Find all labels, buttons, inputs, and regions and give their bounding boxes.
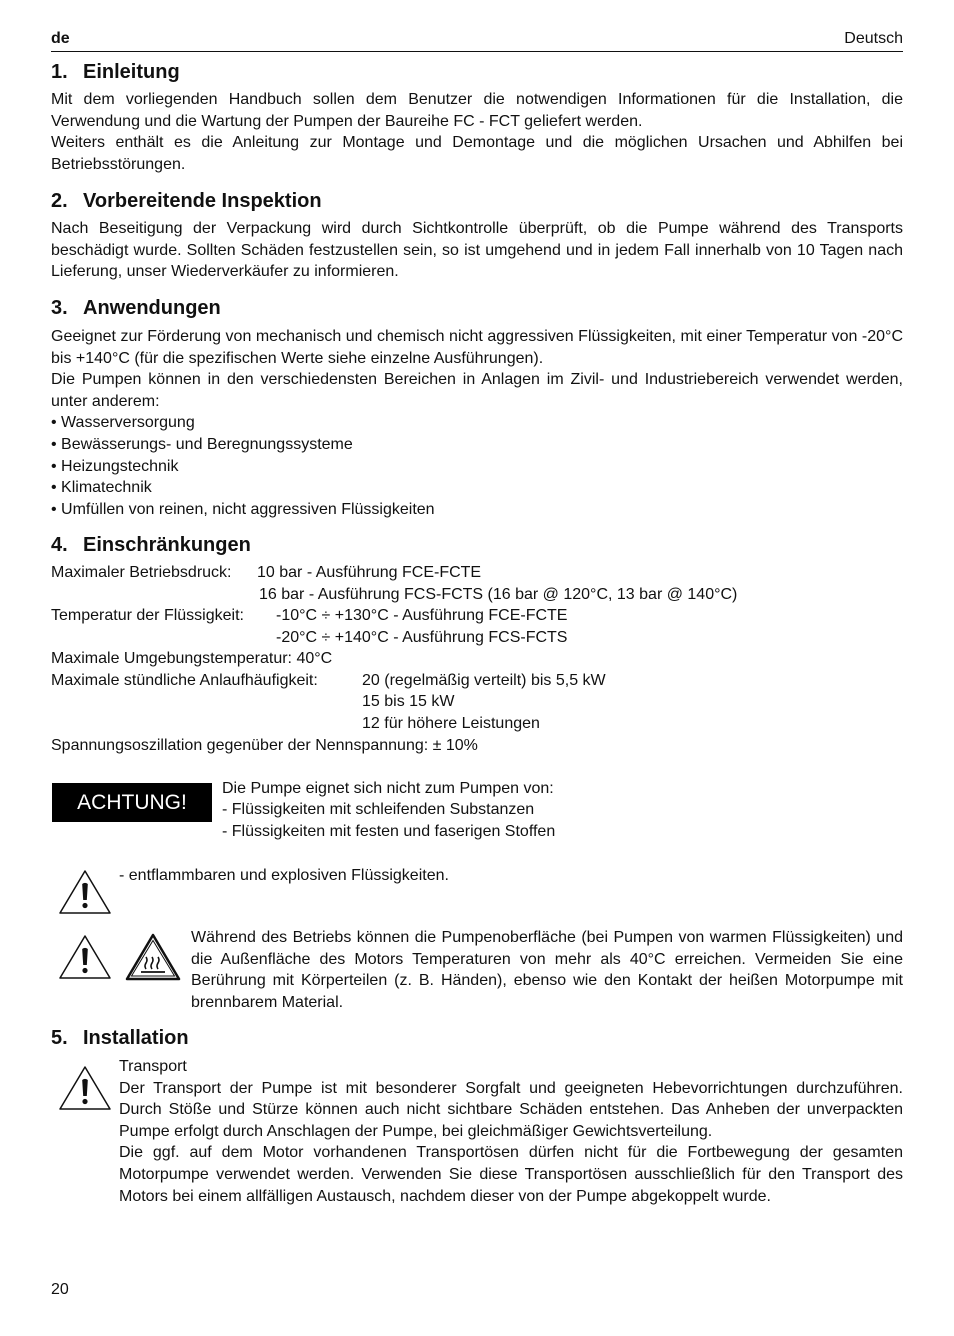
section-2-body: [51, 218, 903, 283]
achtung-line-1: Die Pumpe eignet sich nicht zum Pumpen von:: [222, 780, 554, 797]
section-3-number: 3.: [51, 297, 68, 319]
page-number: 20: [51, 1281, 69, 1298]
section-1-title: Einleitung: [83, 61, 180, 83]
warning-1-text: - entflammbaren und explosiven Flüssigkeiten.: [119, 867, 449, 884]
warning-triangle-icon: [57, 933, 113, 981]
section-5-para-1: Der Transport der Pumpe ist mit besonderer Sorgfalt und geeigneten Hebevorrichtungen durchzuführen. Durch Stöße und Stürze können auch nicht sichtbare Schäden entstehen. Das Anheben der unverpackten Pumpe erfolgt durch Anschlagen der Pumpe, bei gleichmäßiger Gewichtsverteilung.: [119, 1079, 903, 1140]
achtung-line-2: - Flüssigkeiten mit schleifenden Substanzen: [222, 801, 535, 818]
pressure-value-1: 10 bar - Ausführung FCE-FCTE: [257, 564, 482, 581]
section-4-number: 4.: [51, 534, 68, 556]
header-rule: [51, 51, 903, 52]
hot-surface-icon: [125, 933, 181, 981]
section-2-title: Vorbereitende Inspektion: [83, 190, 322, 212]
section-5-heading: [51, 1027, 189, 1050]
applications-list: [51, 412, 903, 520]
section-5-subheading: Transport: [119, 1058, 187, 1075]
section-4-heading: [51, 534, 251, 557]
starts-value-3: 12 für höhere Leistungen: [362, 715, 540, 732]
section-3-heading: [51, 297, 221, 320]
temp-label: Temperatur der Flüssigkeit:: [51, 607, 244, 624]
ambient-temp: Maximale Umgebungstemperatur: 40°C: [51, 650, 333, 667]
section-3-title: Anwendungen: [83, 297, 221, 319]
starts-label: Maximale stündliche Anlaufhäufigkeit:: [51, 672, 318, 689]
achtung-badge: ACHTUNG!: [52, 783, 212, 822]
section-2-para: Nach Beseitigung der Verpackung wird durch Sichtkontrolle überprüft, ob die Pumpe während des Transports beschädigt wurde. Sollten Schäden festzustellen sein, so ist umgehend und in jedem Fall innerhalb von 10 Tagen nach Lieferung, unser Wiederverkäufer zu informieren.: [51, 220, 903, 281]
warning-2-text: Während des Betriebs können die Pumpenoberfläche (bei Pumpen von warmen Flüssigkeiten) und die Außenfläche des Motors Temperaturen von mehr als 40°C erreichen. Vermeiden Sie eine Berührung mit Körperteilen (z. B. Händen), ebenso wie den Kontakt der heißen Motorpumpe mit brennbarem Material.: [191, 929, 903, 1011]
warning-triangle-icon: [57, 868, 113, 916]
achtung-line-3: - Flüssigkeiten mit festen und faserigen Stoffen: [222, 823, 556, 840]
pressure-label: Maximaler Betriebsdruck:: [51, 564, 232, 581]
warning-2-body: [191, 927, 903, 1013]
starts-value-1: 20 (regelmäßig verteilt) bis 5,5 kW: [362, 672, 606, 689]
section-4-title: Einschränkungen: [83, 534, 251, 556]
section-3-para-2: Die Pumpen können in den verschiedensten Bereichen in Anlagen im Zivil- und Industriebereich verwendet werden, unter anderem:: [51, 371, 903, 410]
list-item: • Klimatechnik: [51, 477, 903, 499]
section-5-para-2: Die ggf. auf dem Motor vorhandenen Transportösen dürfen nicht für die Fortbewegung der gesamten Motorpumpe verwendet werden. Verwenden Sie diese Transportösen ausschließlich für den Transport des Motors bei einem allfälligen Austausch, nachdem dieser von der Pumpe abgekoppelt wurde.: [119, 1144, 903, 1205]
starts-value-2: 15 bis 15 kW: [362, 693, 455, 710]
temp-value-2: -20°C ÷ +140°C - Ausführung FCS-FCTS: [276, 629, 568, 646]
list-item: • Heizungstechnik: [51, 456, 903, 478]
section-1-heading: [51, 61, 180, 84]
list-item: • Bewässerungs- und Beregnungssysteme: [51, 434, 903, 456]
section-3-para-1: Geeignet zur Förderung von mechanisch und chemisch nicht aggressiven Flüssigkeiten, mit einer Temperatur von -20°C bis +140°C (für die spezifischen Werte siehe einzelne Ausführungen).: [51, 328, 903, 367]
header-language: Deutsch: [844, 30, 903, 47]
section-2-number: 2.: [51, 190, 68, 212]
section-5-number: 5.: [51, 1027, 68, 1049]
section-1-para-1: Mit dem vorliegenden Handbuch sollen dem Benutzer die notwendigen Informationen für die Installation, die Verwendung und die Wartung der Pumpen der Baureihe FC - FCT geliefert werden.: [51, 91, 903, 130]
section-2-heading: [51, 190, 322, 213]
section-1-body: [51, 89, 903, 175]
section-1-number: 1.: [51, 61, 68, 83]
temp-value-1: -10°C ÷ +130°C - Ausführung FCE-FCTE: [276, 607, 568, 624]
voltage-oscillation: Spannungsoszillation gegenüber der Nennspannung: ± 10%: [51, 737, 478, 754]
list-item: • Wasserversorgung: [51, 412, 903, 434]
section-5-body: [119, 1056, 903, 1207]
pressure-value-2: 16 bar - Ausführung FCS-FCTS (16 bar @ 120°C, 13 bar @ 140°C): [259, 586, 738, 603]
section-3-body: [51, 326, 903, 520]
section-1-para-2: Weiters enthält es die Anleitung zur Montage und Demontage und die möglichen Ursachen und Abhilfen bei Betriebsstörungen.: [51, 134, 903, 173]
header-lang-code: de: [51, 30, 70, 47]
section-5-title: Installation: [83, 1027, 189, 1049]
warning-triangle-icon: [57, 1064, 113, 1112]
list-item: • Umfüllen von reinen, nicht aggressiven Flüssigkeiten: [51, 499, 903, 521]
